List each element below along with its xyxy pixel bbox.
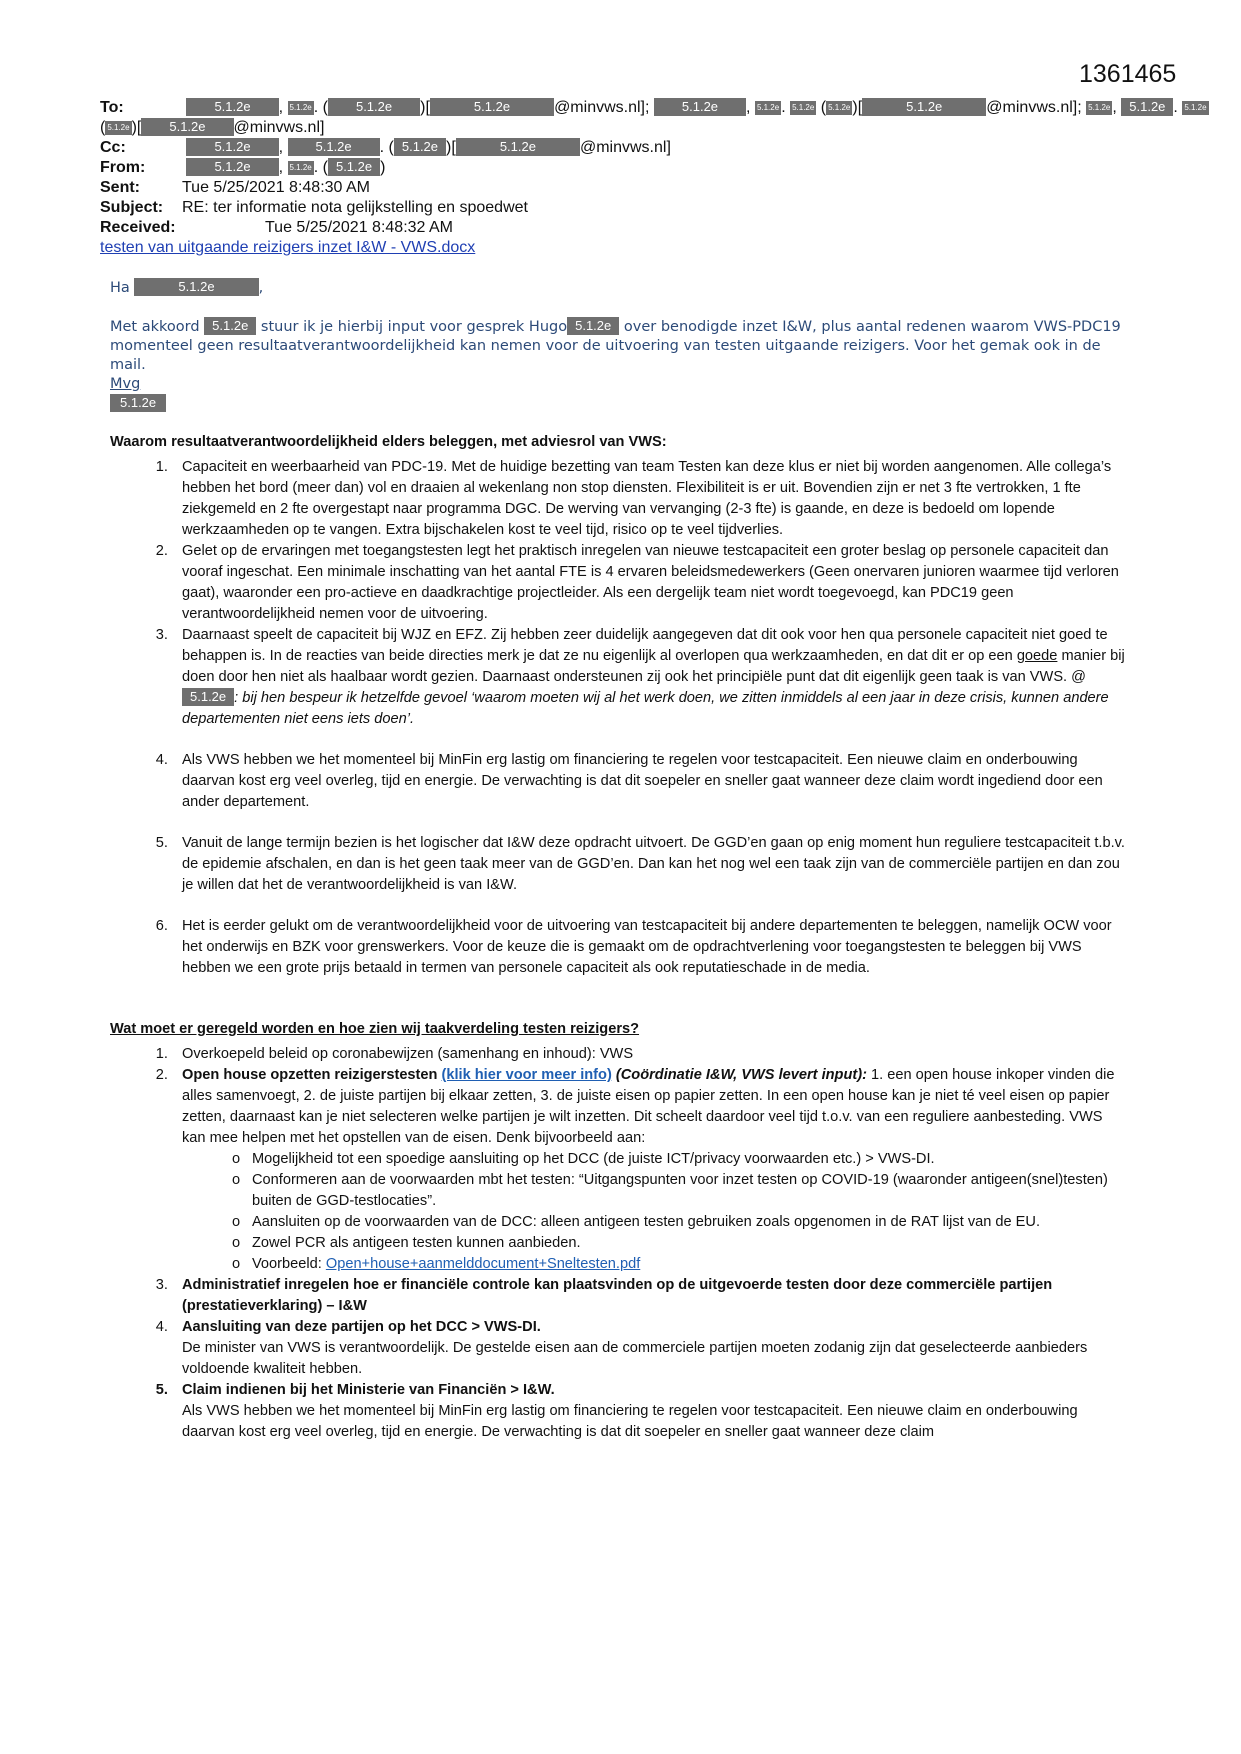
list-item: 1. Overkoepeld beleid op coronabewijzen (samenhang en inhoud): VWS <box>172 1044 1130 1065</box>
section1-title: Waarom resultaatverantwoordelijkheid elders beleggen, met adviesrol van VWS: <box>110 434 667 450</box>
item2-coordination: (Coördinatie I&W, VWS levert input): <box>615 1067 867 1083</box>
redaction: 5.1.2e <box>204 317 256 335</box>
to-label: To: <box>100 99 124 116</box>
cc-row: Cc: 5.1.2e , 5.1.2e . ( 5.1.2e )[ 5.1.2e @minvws.nl] <box>100 139 671 156</box>
email-greeting <box>110 278 1130 414</box>
item5-text: Als VWS hebben we het momenteel bij MinFin erg lastig om financiering te regelen voor testcapaciteit. Een nieuwe claim en onderbouwing daarvan kost erg veel overleg, tijd en energie. De verwachting is dat dit soepeler en sneller gaat wanneer deze claim <box>182 1403 1078 1440</box>
redaction: 5.1.2e <box>182 688 234 706</box>
item3-text: Daarnaast speelt de capaciteit bij WJZ en EFZ. Zij hebben zeer duidelijk aangegeven dat dit ook voor hen qua personele capaciteit niet goed te behappen is. In de reacties van beide directies merk je dat ze nu eigenlijk al overlopen qua werkzaamheden, en dat dit er op een <box>182 627 1108 664</box>
redaction: 5.1.2e <box>134 278 258 296</box>
sent-row <box>100 178 1120 198</box>
list-item <box>172 1065 1130 1275</box>
redaction: 5.1.2e <box>288 101 314 115</box>
subject-value: RE: ter informatie nota gelijkstelling en spoedwet <box>182 199 528 216</box>
from-row: From: 5.1.2e , 5.1.2e . ( 5.1.2e ) <box>100 159 386 176</box>
attachment-row <box>100 238 1120 258</box>
redaction: 5.1.2e <box>186 158 278 176</box>
example-label: Voorbeeld: <box>252 1256 322 1272</box>
item3-underline: goede <box>1016 648 1058 664</box>
section1-list <box>110 457 1130 979</box>
received-label: Received: <box>100 219 176 236</box>
sent-value: Tue 5/25/2021 8:48:30 AM <box>182 179 370 196</box>
subject-label: Subject: <box>100 199 164 216</box>
redaction: 5.1.2e <box>141 118 233 136</box>
item3-rest: manier bij doen door hen niet als haalbaar wordt gezien. Daarnaast ondersteunen zij ook het principiële punt dat dit eigenlijk geen taak is van VWS. @ <box>182 648 1125 685</box>
list-item: 5. Vanuit de lange termijn bezien is het logischer dat I&W deze opdracht uitvoert. De GGD’en gaan op enig moment hun reguliere testcapaciteit t.b.v. de epidemie afschalen, en dan is het geen taak meer van de GGD’en. Dan kan het nog wel een taak zijn van de commerciële partijen en dan zou je willen dat het de verantwoordelijkheid is van I&W. <box>172 833 1130 896</box>
list-item <box>172 625 1130 730</box>
attachment-link[interactable]: testen van uitgaande reizigers inzet I&W - VWS.docx <box>100 239 476 256</box>
document-id: 1361465 <box>1079 60 1177 88</box>
sent-label: Sent: <box>100 179 140 196</box>
requirements-list <box>182 1149 1130 1275</box>
sub-item: o Zowel PCR als antigeen testen kunnen aanbieden. <box>232 1233 1130 1254</box>
email-header <box>100 98 1207 258</box>
received-value: Tue 5/25/2021 8:48:32 AM <box>265 219 453 236</box>
sub-item: o Mogelijkheid tot een spoedige aansluiting op het DCC (de juiste ICT/privacy voorwaarden etc.) > VWS-DI. <box>232 1149 1130 1170</box>
redaction: 5.1.2e <box>790 101 816 115</box>
redaction: 5.1.2e <box>328 158 380 176</box>
list-item: 2. Gelet op de ervaringen met toegangstesten legt het praktisch inregelen van nieuwe testcapaciteit een groter beslag op personele capaciteit dan vooraf ingeschat. Een minimale inschatting van het aantal FTE is 4 ervaren beleidsmedewerkers (Geen onervaren junioren waarmee tijd verloren gaat), waaronder een pro-actieve en daadkrachtige projectleider. Als een dergelijk team niet wordt toegevoegd, kan PDC19 geen verantwoordelijkheid nemen voor de uitvoering. <box>172 541 1130 625</box>
item3-quote: : bij hen bespeur ik hetzelfde gevoel ‘waarom moeten wij al het werk doen, we zitten inmiddels al een jaar in deze crisis, kunnen andere departementen niet eens iets doen’. <box>182 690 1109 727</box>
sub-item <box>232 1254 1130 1275</box>
to-row: To: 5.1.2e , 5.1.2e . ( 5.1.2e )[ 5.1.2e @minvws.nl]; 5.1.2e , 5.1.2e . 5.1.2e ( 5.1.2e )[ 5.1.2e @minvws.nl]; 5.1.2e , 5.1.2e . 5.1.2e <box>100 99 1207 116</box>
intro-text-a: Met akkoord <box>110 319 200 335</box>
redaction: 5.1.2e <box>1121 98 1173 116</box>
sub-item: o Conformeren aan de voorwaarden mbt het testen: “Uitgangspunten voor inzet testen op COVID-19 (waaronder antigeen(snel)testen) buiten de GGD-testlocaties”. <box>232 1170 1130 1212</box>
redaction: 5.1.2e <box>288 161 314 175</box>
redaction: 5.1.2e <box>328 98 420 116</box>
section2-title: Wat moet er geregeld worden en hoe zien wij taakverdeling testen reizigers? <box>110 1021 640 1037</box>
from-label: From: <box>100 159 146 176</box>
item2-text: 1. een open house inkoper vinden die alles samenvoegt, 2. de juiste partijen bij elkaar zetten, 3. de juiste eisen op papier zetten. In een open house kan je niet té veel eisen op papier zetten, daarnaast kan je niet selecteren welke partijen je wilt inzetten. Dit scheelt daardoor veel tijd t.o.v. van een reguliere aanbesteding. VWS kan mee helpen met het opstellen van de eisen. Denk bijvoorbeeld aan: <box>182 1067 1115 1146</box>
list-item: 4. Als VWS hebben we het momenteel bij MinFin erg lastig om financiering te regelen voor testcapaciteit. Een nieuwe claim en onderbouwing daarvan kost erg veel overleg, tijd en energie. De verwachting is dat dit soepeler en sneller gaat wanneer deze claim wordt ingediend door een ander departement. <box>172 750 1130 813</box>
list-item: 6. Het is eerder gelukt om de verantwoordelijkheid voor de uitvoering van testcapaciteit bij andere departementen te beleggen, namelijk OCW voor het onderwijs en BZK voor grenswerkers. Voor de keuze die is gemaakt om de opdrachtverlening voor toegangstesten te beleggen bij VWS hebben we een grote prijs betaald in termen van personele capaciteit als ook reputatieschade in de media. <box>172 916 1130 979</box>
cc-label: Cc: <box>100 139 126 156</box>
section2-list <box>110 1044 1130 1443</box>
item5-bold: Claim indienen bij het Ministerie van Financiën > I&W. <box>182 1382 555 1398</box>
more-info-link[interactable]: (klik hier voor meer info) <box>441 1067 612 1083</box>
redaction: 5.1.2e <box>430 98 554 116</box>
redaction: 5.1.2e <box>288 138 380 156</box>
list-item <box>172 1380 1130 1443</box>
redaction: 5.1.2e <box>186 98 278 116</box>
item4-text: De minister van VWS is verantwoordelijk. De gestelde eisen aan de commerciele partijen moeten zodanig zijn dat geselecteerde aanbieders voldoende kwaliteit hebben. <box>182 1340 1088 1377</box>
redaction: 5.1.2e <box>186 138 278 156</box>
redaction: 5.1.2e <box>826 101 852 115</box>
item3-bold: Administratief inregelen hoe er financiële controle kan plaatsvinden op de uitgevoerde testen door deze commerciële partijen (prestatieverklaring) – I&W <box>182 1277 1053 1314</box>
salutation-text: Ha <box>110 280 130 296</box>
email-domain: @minvws.nl <box>579 139 667 156</box>
redaction: 5.1.2e <box>456 138 580 156</box>
list-item: 1. Capaciteit en weerbaarheid van PDC-19. Met de huidige bezetting van team Testen kan deze klus er niet bij worden aangenomen. Alle collega’s hebben het bord (meer dan) vol en draaien al wekenlang non stop diensten. Flexibiliteit is er uit. Bovendien zijn er net 3 fte vertrokken, 1 fte ziekgemeld en 2 fte overgestapt naar programma DGC. De werving van vervanging (2-3 fte) is gaande, en deze is bedoeld om lopende werkzaamheden op te vangen. Extra bijschakelen kost te veel tijd, risico op te veel tijdverlies. <box>172 457 1130 541</box>
received-row <box>100 218 1120 238</box>
example-pdf-link[interactable]: Open+house+aanmelddocument+Sneltesten.pdf <box>325 1256 641 1272</box>
signature <box>110 394 1130 414</box>
intro-paragraph <box>110 317 1130 375</box>
redaction: 5.1.2e <box>394 138 446 156</box>
closing: Mvg <box>110 376 141 392</box>
to-row-continued: ( 5.1.2e )[ 5.1.2e @minvws.nl] <box>100 119 325 136</box>
email-domain: @minvws.nl <box>233 119 320 136</box>
redaction: 5.1.2e <box>567 317 619 335</box>
email-body <box>110 432 1130 1443</box>
redaction: 5.1.2e <box>654 98 746 116</box>
email-domain: @minvws.nl <box>986 99 1073 116</box>
redaction: 5.1.2e <box>1086 101 1112 115</box>
list-item <box>172 1275 1130 1317</box>
redaction: 5.1.2e <box>105 121 131 135</box>
redaction: 5.1.2e <box>755 101 781 115</box>
salutation: Ha 5.1.2e , <box>110 279 264 296</box>
list-item <box>172 1317 1130 1380</box>
sub-item: o Aansluiten op de voorwaarden van de DCC: alleen antigeen testen gebruiken zoals opgenomen in de RAT lijst van de EU. <box>232 1212 1130 1233</box>
email-domain: @minvws.nl <box>554 99 641 116</box>
subject-row <box>100 198 1120 218</box>
item2-bold: Open house opzetten reizigerstesten <box>182 1067 438 1083</box>
intro-text-b: stuur ik je hierbij input voor gesprek Hugo <box>260 319 568 335</box>
redaction: 5.1.2e <box>110 394 166 412</box>
intro-text-c: over benodigde inzet I&W, plus aantal redenen waarom VWS-PDC19 momenteel geen resultaatverantwoordelijkheid kan nemen voor de uitvoering van testen uitgaande reizigers. Voor het gemak ook in de mail. <box>110 319 1121 373</box>
redaction: 5.1.2e <box>862 98 986 116</box>
item4-bold: Aansluiting van deze partijen op het DCC > VWS-DI. <box>182 1319 541 1335</box>
redaction: 5.1.2e <box>1182 101 1208 115</box>
